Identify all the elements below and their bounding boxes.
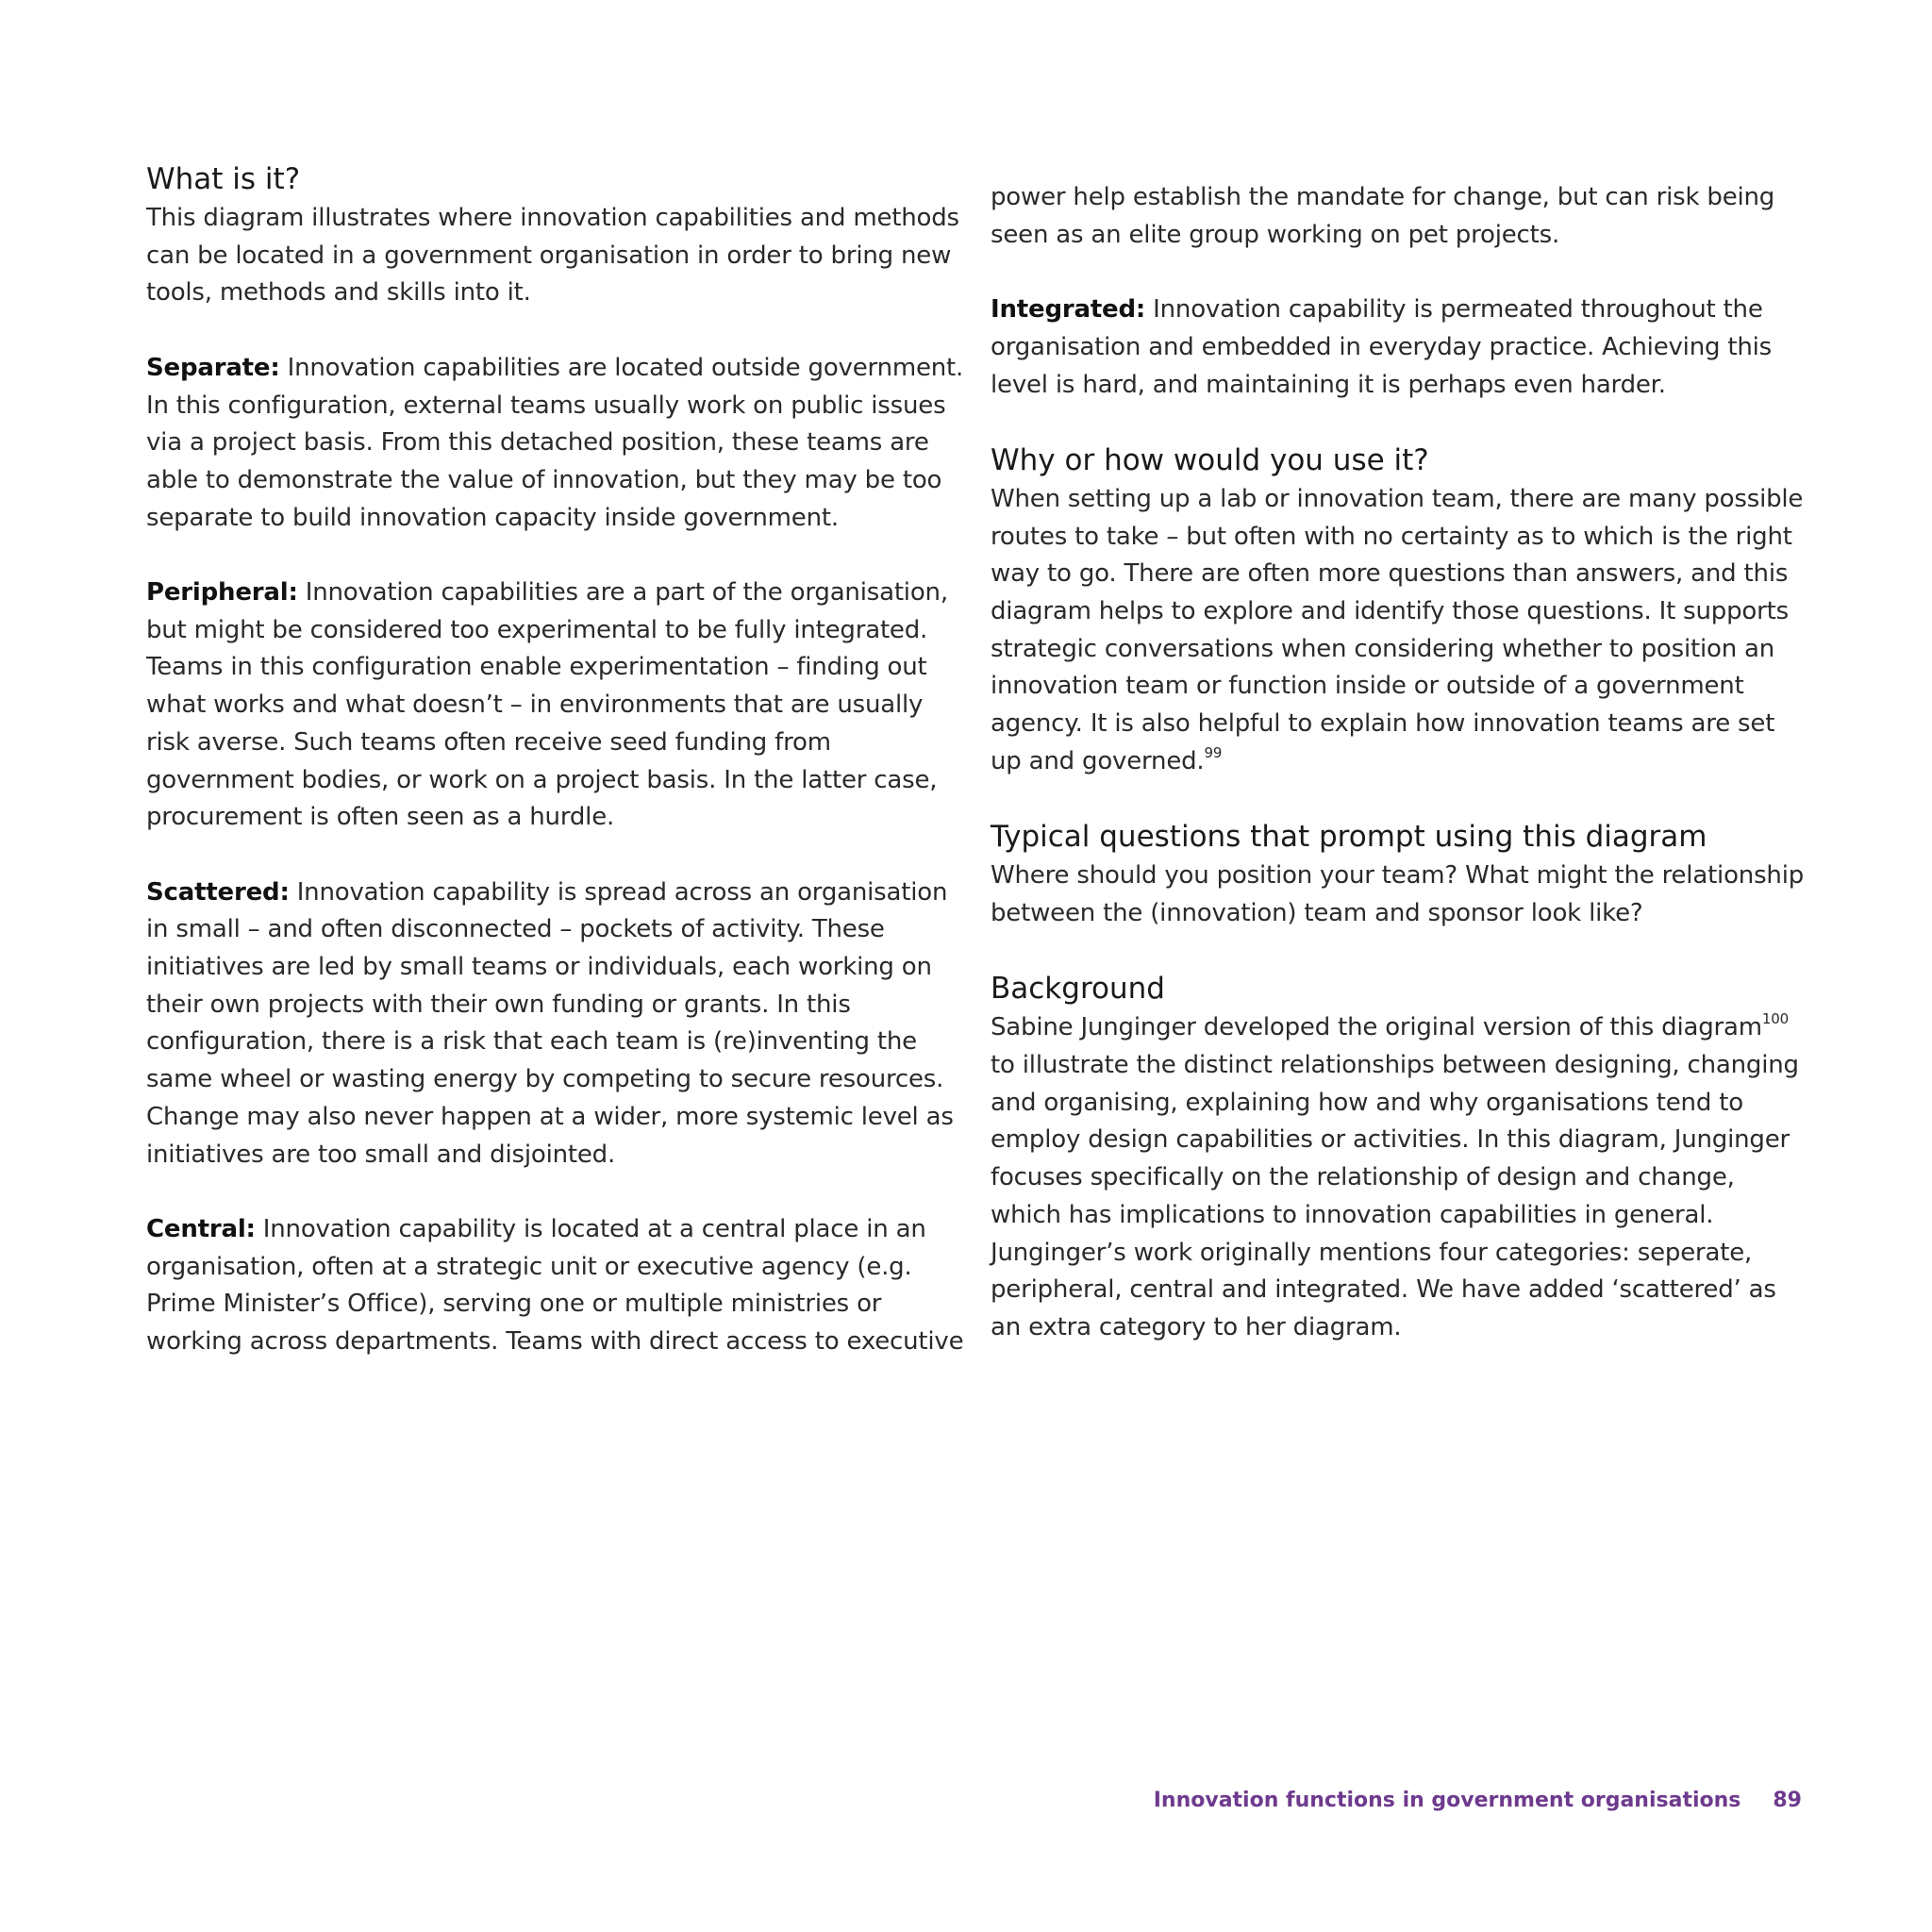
what-is-it-heading: What is it? (146, 162, 301, 196)
footnote-99[interactable]: 99 (1204, 743, 1223, 761)
why-use-section (991, 441, 1811, 781)
peripheral-term: Peripheral: (146, 578, 298, 607)
background-heading: Background (991, 972, 1165, 1007)
central-term: Central: (146, 1214, 256, 1243)
what-is-it-section (146, 160, 967, 312)
footnote-100[interactable]: 100 (1761, 1010, 1789, 1028)
integrated-text: Innovation capability is permeated throughout the organisation and embedded in everyday practice. Achieving this level is hard, and maintaining it is perhaps even harder. (991, 295, 1772, 399)
scattered-paragraph (146, 874, 967, 1174)
central-text: Innovation capability is located at a central place in an organisation, often at a strategic unit or executive agency (e.g. Prime Minister’s Office), serving one or multiple ministries or working across departments. Teams with direct access to executive (146, 1214, 964, 1357)
central-paragraph (146, 1211, 967, 1361)
typical-questions-paragraph: Where should you position your team? What might the relationship between the (innovation) team and sponsor look like? (991, 861, 1805, 927)
left-column (146, 160, 967, 1398)
background-text-2: to illustrate the distinct relationships between designing, changing and organising, explaining how and why organisations tend to employ design capabilities or activities. In this diagram, Junginger focuses specifically on the relationship of design and change, which has implications to innovation capabilities in general. Junginger’s work originally mentions four categories: seperate, peripheral, central and integrated. We have added ‘scattered’ as an extra category to her diagram. (991, 1051, 1799, 1341)
integrated-paragraph (991, 291, 1811, 404)
separate-text: Innovation capabilities are located outside government. In this configuration, external teams usually work on public issues via a project basis. From this detached position, these teams are able to demonstrate the value of innovation, but they may be too separate to build innovation capacity inside government. (146, 353, 964, 532)
separate-paragraph (146, 350, 967, 538)
background-text-1: Sabine Junginger developed the original version of this diagram (991, 1013, 1762, 1042)
why-use-heading: Why or how would you use it? (991, 442, 1429, 477)
right-column (991, 179, 1811, 1384)
separate-term: Separate: (146, 353, 280, 382)
footer-section-title: Innovation functions in government organisations (1153, 1789, 1741, 1812)
page-number: 89 (1773, 1789, 1802, 1812)
typical-questions-heading: Typical questions that prompt using this diagram (991, 820, 1707, 855)
page-footer (1154, 1789, 1802, 1812)
background-paragraph (991, 1009, 1811, 1346)
scattered-text: Innovation capability is spread across an organisation in small – and often disconnected – pockets of activity. These initiatives are led by small teams or individuals, each working on their own projects with their own funding or grants. In this configuration, there is a risk that each team is (re)inventing the same wheel or wasting energy by competing to secure resources. Change may also never happen at a wider, more systemic level as initiatives are too small and disjointed. (146, 877, 954, 1169)
background-section (991, 970, 1811, 1346)
typical-questions-section (991, 818, 1811, 932)
why-use-text: When setting up a lab or innovation team, there are many possible routes to take – but often with no certainty as to which is the right way to go. There are often more questions than answers, and this diagram helps to explore and identify those questions. It supports strategic conversations when considering whether to position an innovation team or function inside or outside of a government agency. It is also helpful to explain how innovation teams are set up and governed. (991, 484, 1804, 775)
why-use-paragraph (991, 481, 1811, 781)
scattered-term: Scattered: (146, 877, 290, 907)
central-continued-paragraph: power help establish the mandate for change, but can risk being seen as an elite group working on pet projects. (991, 183, 1775, 249)
integrated-term: Integrated: (991, 295, 1146, 325)
what-is-it-paragraph: This diagram illustrates where innovation capabilities and methods can be located in a government organisation in order to bring new tools, methods and skills into it. (146, 204, 959, 308)
peripheral-text: Innovation capabilities are a part of the organisation, but might be considered too experimental to be fully integrated. Teams in this configuration enable experimentation – finding out what works and what doesn’t – in environments that are usually risk averse. Such teams often receive seed funding from government bodies, or work on a project basis. In the latter case, procurement is often seen as a hurdle. (146, 578, 948, 832)
peripheral-paragraph (146, 575, 967, 837)
